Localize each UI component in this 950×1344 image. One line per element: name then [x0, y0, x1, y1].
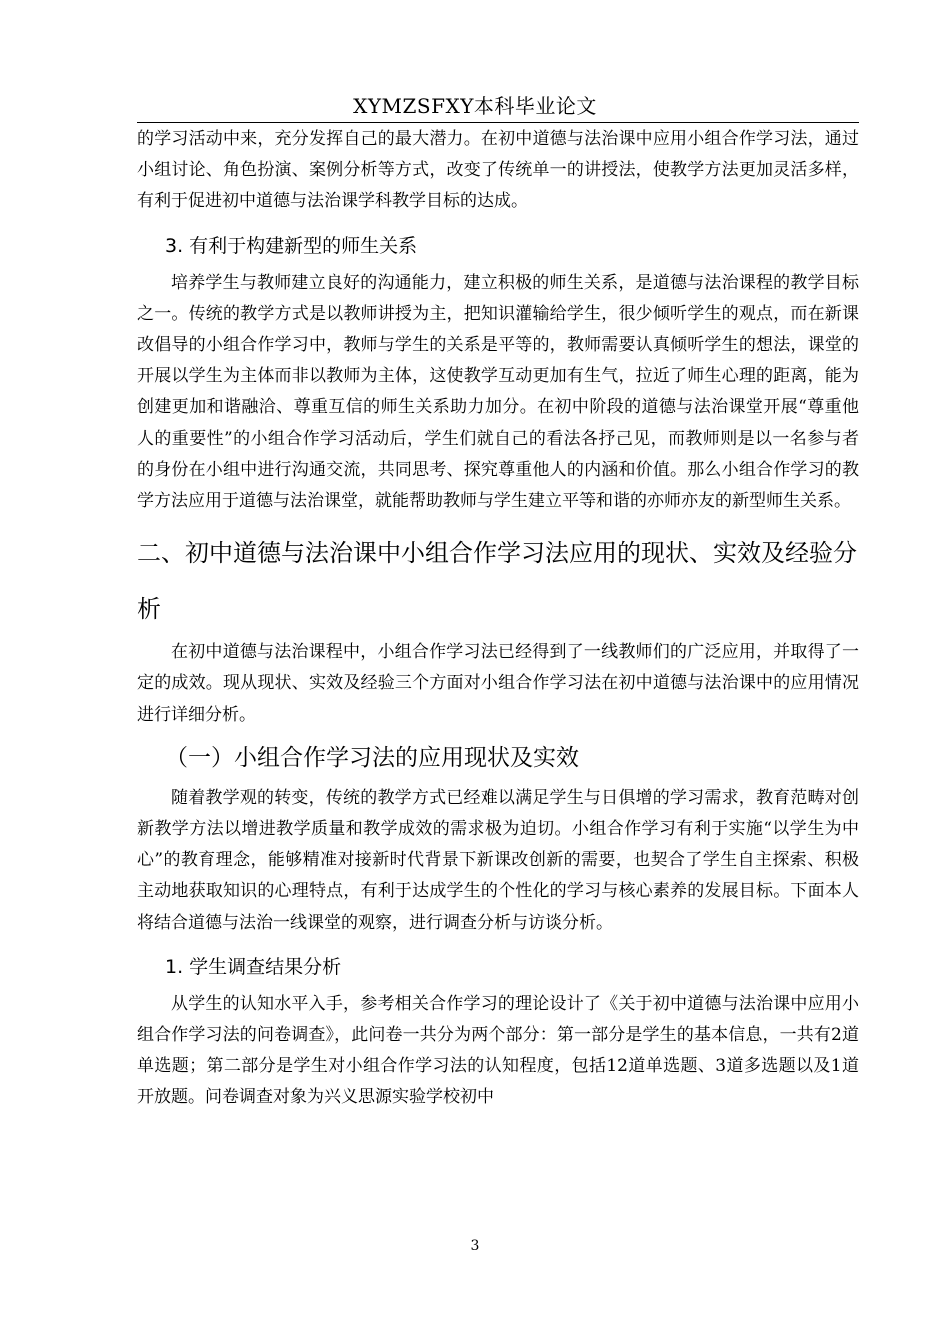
- header-rule: [137, 122, 859, 123]
- paragraph-current-status: 随着教学观的转变，传统的教学方式已经难以满足学生与日俱增的学习需求，教育范畴对创新教学方法以增进教学质量和教学成效的需求极为迫切。小组合作学习有利于实施“以学生为中心”的教育理念，能够精准对接新时代背景下新课改创新的需要，也契合了学生自主探索、积极主动地获取知识的心理特点，有利于达成学生的个性化的学习与核心素养的发展目标。下面本人将结合道德与法治一线课堂的观察，进行调查分析与访谈分析。: [137, 787, 859, 933]
- paragraph-teacher-student: 培养学生与教师建立良好的沟通能力，建立积极的师生关系，是道德与法治课程的教学目标之一。传统的教学方式是以教师讲授为主，把知识灌输给学生，很少倾听学生的观点，而在新课改倡导的小组合作学习中，教师与学生的关系是平等的，教师需要认真倾听学生的想法，课堂的开展以学生为主体而非以教师为主体，这使教学互动更加有生气，拉近了师生心理的距离，能为创建更加和谐融洽、尊重互信的师生关系助力加分。在初中阶段的道德与法治课堂开展“尊重他人的重要性”的小组合作学习活动后，学生们就自己的看法各抒己见，而教师则是以一名参与者的身份在小组中进行沟通交流，共同思考、探究尊重他人的内涵和价值。那么小组合作学习的教学方法应用于道德与法治课堂，就能帮助教师与学生建立平等和谐的亦师亦友的新型师生关系。: [137, 272, 859, 512]
- paragraph-continued: 的学习活动中来，充分发挥自己的最大潜力。在初中道德与法治课中应用小组合作学习法，通过小组讨论、角色扮演、案例分析等方式，改变了传统单一的讲授法，使教学方法更加灵活多样，有利于促进初中道德与法治课学科教学目标的达成。: [137, 129, 859, 212]
- paragraph-survey: 从学生的认知水平入手，参考相关合作学习的理论设计了《关于初中道德与法治课中应用小组合作学习法的问卷调查》，此问卷一共分为两个部分：第一部分是学生的基本信息，一共有2道单选题；第二部分是学生对小组合作学习法的认知程度，包括12道单选题、3道多选题以及1道开放题。问卷调查对象为兴义思源实验学校初中: [137, 993, 859, 1108]
- subsection-heading-1: 1. 学生调查结果分析: [165, 955, 342, 978]
- page-number: 3: [470, 1238, 480, 1254]
- section-heading-1: （一）小组合作学习法的应用现状及实效: [165, 744, 579, 771]
- chapter-heading-2: 二、初中道德与法治课中小组合作学习法应用的现状、实效及经验分析: [137, 539, 857, 624]
- subsection-heading-3: 3. 有利于构建新型的师生关系: [165, 234, 418, 257]
- page-content: [137, 124, 859, 1114]
- running-header: XYMZSFXY本科毕业论文: [353, 94, 597, 118]
- paragraph-chapter-intro: 在初中道德与法治课程中，小组合作学习法已经得到了一线教师们的广泛应用，并取得了一定的成效。现从现状、实效及经验三个方面对小组合作学习法在初中道德与法治课中的应用情况进行详细分析。: [137, 642, 859, 725]
